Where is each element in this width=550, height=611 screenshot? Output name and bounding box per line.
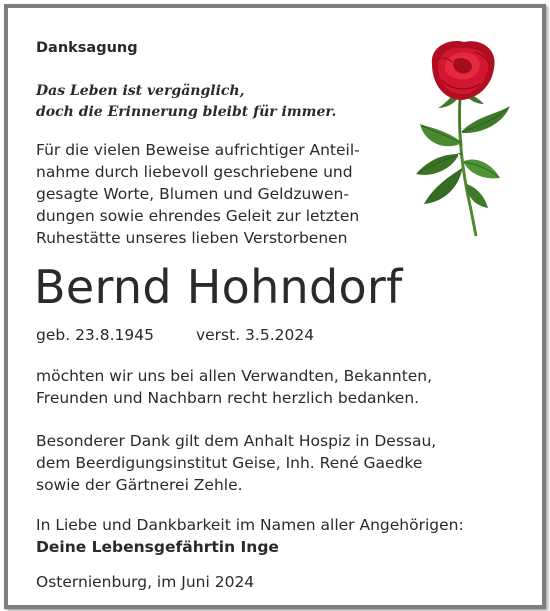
special-thanks-line: Besonderer Dank gilt dem Anhalt Hospiz in Dessau, xyxy=(36,432,437,450)
closing xyxy=(36,514,464,558)
intro-line: dungen sowie ehrendes Geleit zur letzten xyxy=(36,207,360,225)
signature: Deine Lebensgefährtin Inge xyxy=(36,538,279,556)
place-date: Osternienburg, im Juni 2024 xyxy=(36,573,255,591)
red-rose-icon xyxy=(402,36,532,246)
intro-line: nahme durch liebevoll geschriebene und xyxy=(36,163,353,181)
death-date: verst. 3.5.2024 xyxy=(195,326,315,344)
special-thanks-line: dem Beerdigungsinstitut Geise, Inh. René Gaedke xyxy=(36,454,423,472)
intro-text xyxy=(36,139,396,249)
special-thanks-line: sowie der Gärtnerei Zehle. xyxy=(36,476,243,494)
intro-line: Für die vielen Beweise aufrichtiger Anteil- xyxy=(36,141,360,159)
thanks-line: Freunden und Nachbarn recht herzlich bedanken. xyxy=(36,389,420,407)
intro-line: gesagte Worte, Blumen und Geldzuwen- xyxy=(36,185,349,203)
closing-line: In Liebe und Dankbarkeit im Namen aller Angehörigen: xyxy=(36,516,464,534)
deceased-name: Bernd Hohndorf xyxy=(34,260,403,314)
birth-date: geb. 23.8.1945 xyxy=(36,326,154,344)
life-dates xyxy=(36,326,314,344)
notice-heading: Danksagung xyxy=(36,40,138,56)
intro-line: Ruhestätte unseres lieben Verstorbenen xyxy=(36,229,348,247)
notice-frame xyxy=(4,4,546,609)
quote xyxy=(36,81,336,123)
thanks-text xyxy=(36,365,432,409)
quote-line-1: Das Leben ist vergänglich, xyxy=(36,83,245,99)
quote-line-2: doch die Erinnerung bleibt für immer. xyxy=(36,104,337,120)
thanks-line: möchten wir uns bei allen Verwandten, Bekannten, xyxy=(36,367,433,385)
special-thanks-text xyxy=(36,430,436,496)
